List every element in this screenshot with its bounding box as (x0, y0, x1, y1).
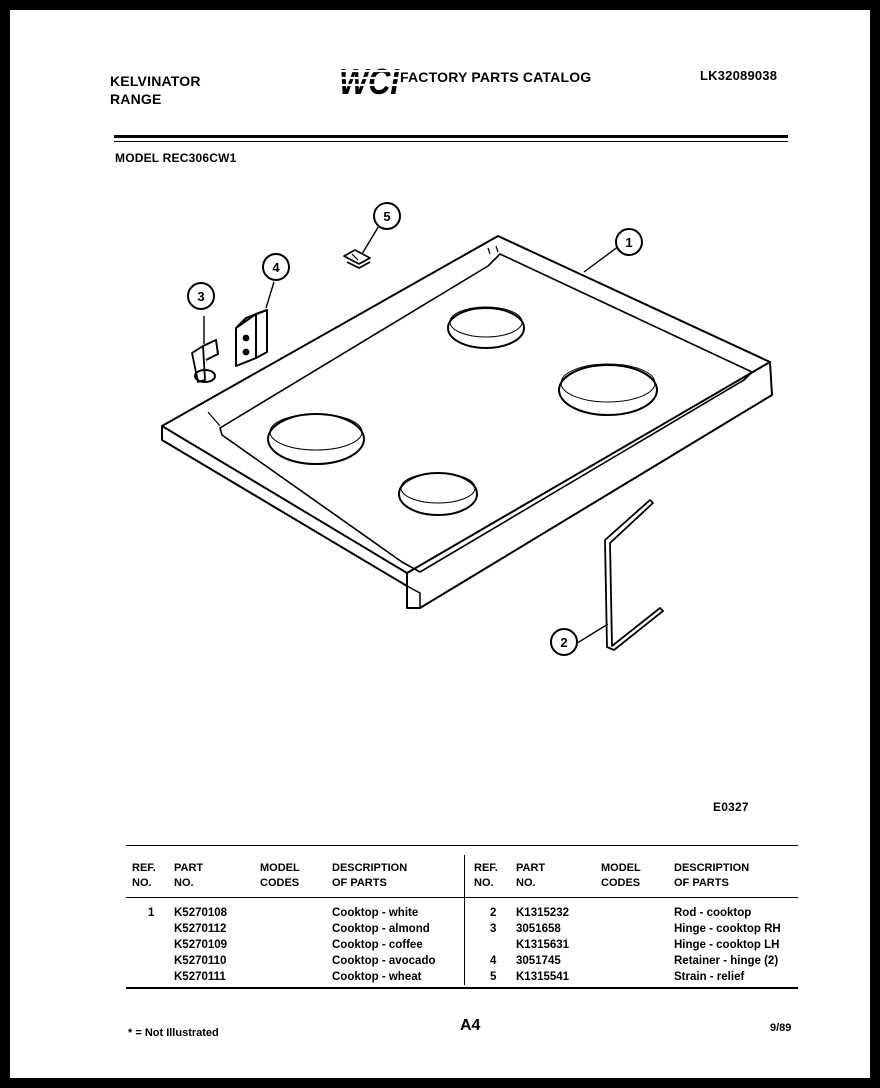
revision-date: 9/89 (770, 1022, 792, 1034)
row-part-number: K5270109 (174, 939, 228, 951)
row-description: Retainer - hinge (2) (674, 955, 779, 967)
leader-line-5 (362, 224, 380, 254)
header-ref-left: REF. NO. (132, 862, 156, 889)
row-part-number: K1315232 (516, 907, 570, 919)
table-divider (464, 855, 465, 985)
row-description: Cooktop - avocado (332, 955, 436, 967)
row-part-number: 3051658 (516, 923, 561, 935)
row-ref: 3 (490, 923, 497, 935)
diagram-code: E0327 (713, 800, 749, 814)
header-desc-left: DESCRIPTION OF PARTS (332, 862, 408, 889)
row-ref: 2 (490, 907, 497, 919)
row-part-number: K5270112 (174, 923, 227, 935)
table-top-rule (126, 845, 798, 846)
row-part-number: K1315541 (516, 971, 570, 983)
row-description: Hinge - cooktop LH (674, 939, 780, 951)
callout-2: 2 (560, 635, 568, 650)
row-part-number: K5270108 (174, 907, 228, 919)
row-ref: 4 (490, 955, 497, 967)
row-description: Rod - cooktop (674, 907, 752, 919)
header-model-right: MODEL CODES (601, 862, 641, 889)
catalog-title: FACTORY PARTS CATALOG (400, 69, 592, 85)
table-bottom-rule (126, 987, 798, 989)
retainer-part (236, 310, 267, 366)
leader-line-1 (584, 246, 619, 272)
row-part-number: K5270110 (174, 955, 227, 967)
callout-4: 4 (272, 260, 280, 275)
rod-part (605, 500, 663, 650)
row-description: Cooktop - wheat (332, 971, 422, 983)
callout-5: 5 (383, 209, 391, 224)
logo-text: WCI (339, 61, 400, 100)
leader-line-2 (574, 624, 608, 645)
product-type: RANGE (110, 91, 162, 107)
row-description: Cooktop - white (332, 907, 419, 919)
footnote: * = Not Illustrated (128, 1027, 219, 1039)
row-description: Cooktop - almond (332, 923, 430, 935)
leader-line-4 (266, 282, 274, 308)
catalog-page (10, 10, 870, 1078)
cooktop-part (162, 236, 772, 608)
header-desc-right: DESCRIPTION OF PARTS (674, 862, 750, 889)
row-ref: 1 (148, 907, 155, 919)
row-description: Strain - relief (674, 971, 745, 983)
page-number: A4 (460, 1017, 481, 1034)
strain-relief-part (344, 250, 370, 268)
row-ref: 5 (490, 971, 497, 983)
header-model-left: MODEL CODES (260, 862, 300, 889)
table-header-rule (126, 897, 798, 898)
brand-name: KELVINATOR (110, 73, 201, 89)
header-part-right: PART NO. (516, 862, 546, 889)
row-description: Hinge - cooktop RH (674, 923, 781, 935)
callout-1: 1 (625, 235, 633, 250)
row-part-number: 3051745 (516, 955, 561, 967)
model-label: MODEL REC306CW1 (115, 151, 237, 165)
header-part-left: PART NO. (174, 862, 204, 889)
row-part-number: K5270111 (174, 971, 226, 983)
header-ref-right: REF. NO. (474, 862, 498, 889)
cooktop-diagram (10, 10, 870, 830)
row-part-number: K1315631 (516, 939, 570, 951)
callout-3: 3 (197, 289, 205, 304)
row-description: Cooktop - coffee (332, 939, 423, 951)
document-number: LK32089038 (700, 68, 778, 83)
hinge-part (192, 340, 218, 382)
